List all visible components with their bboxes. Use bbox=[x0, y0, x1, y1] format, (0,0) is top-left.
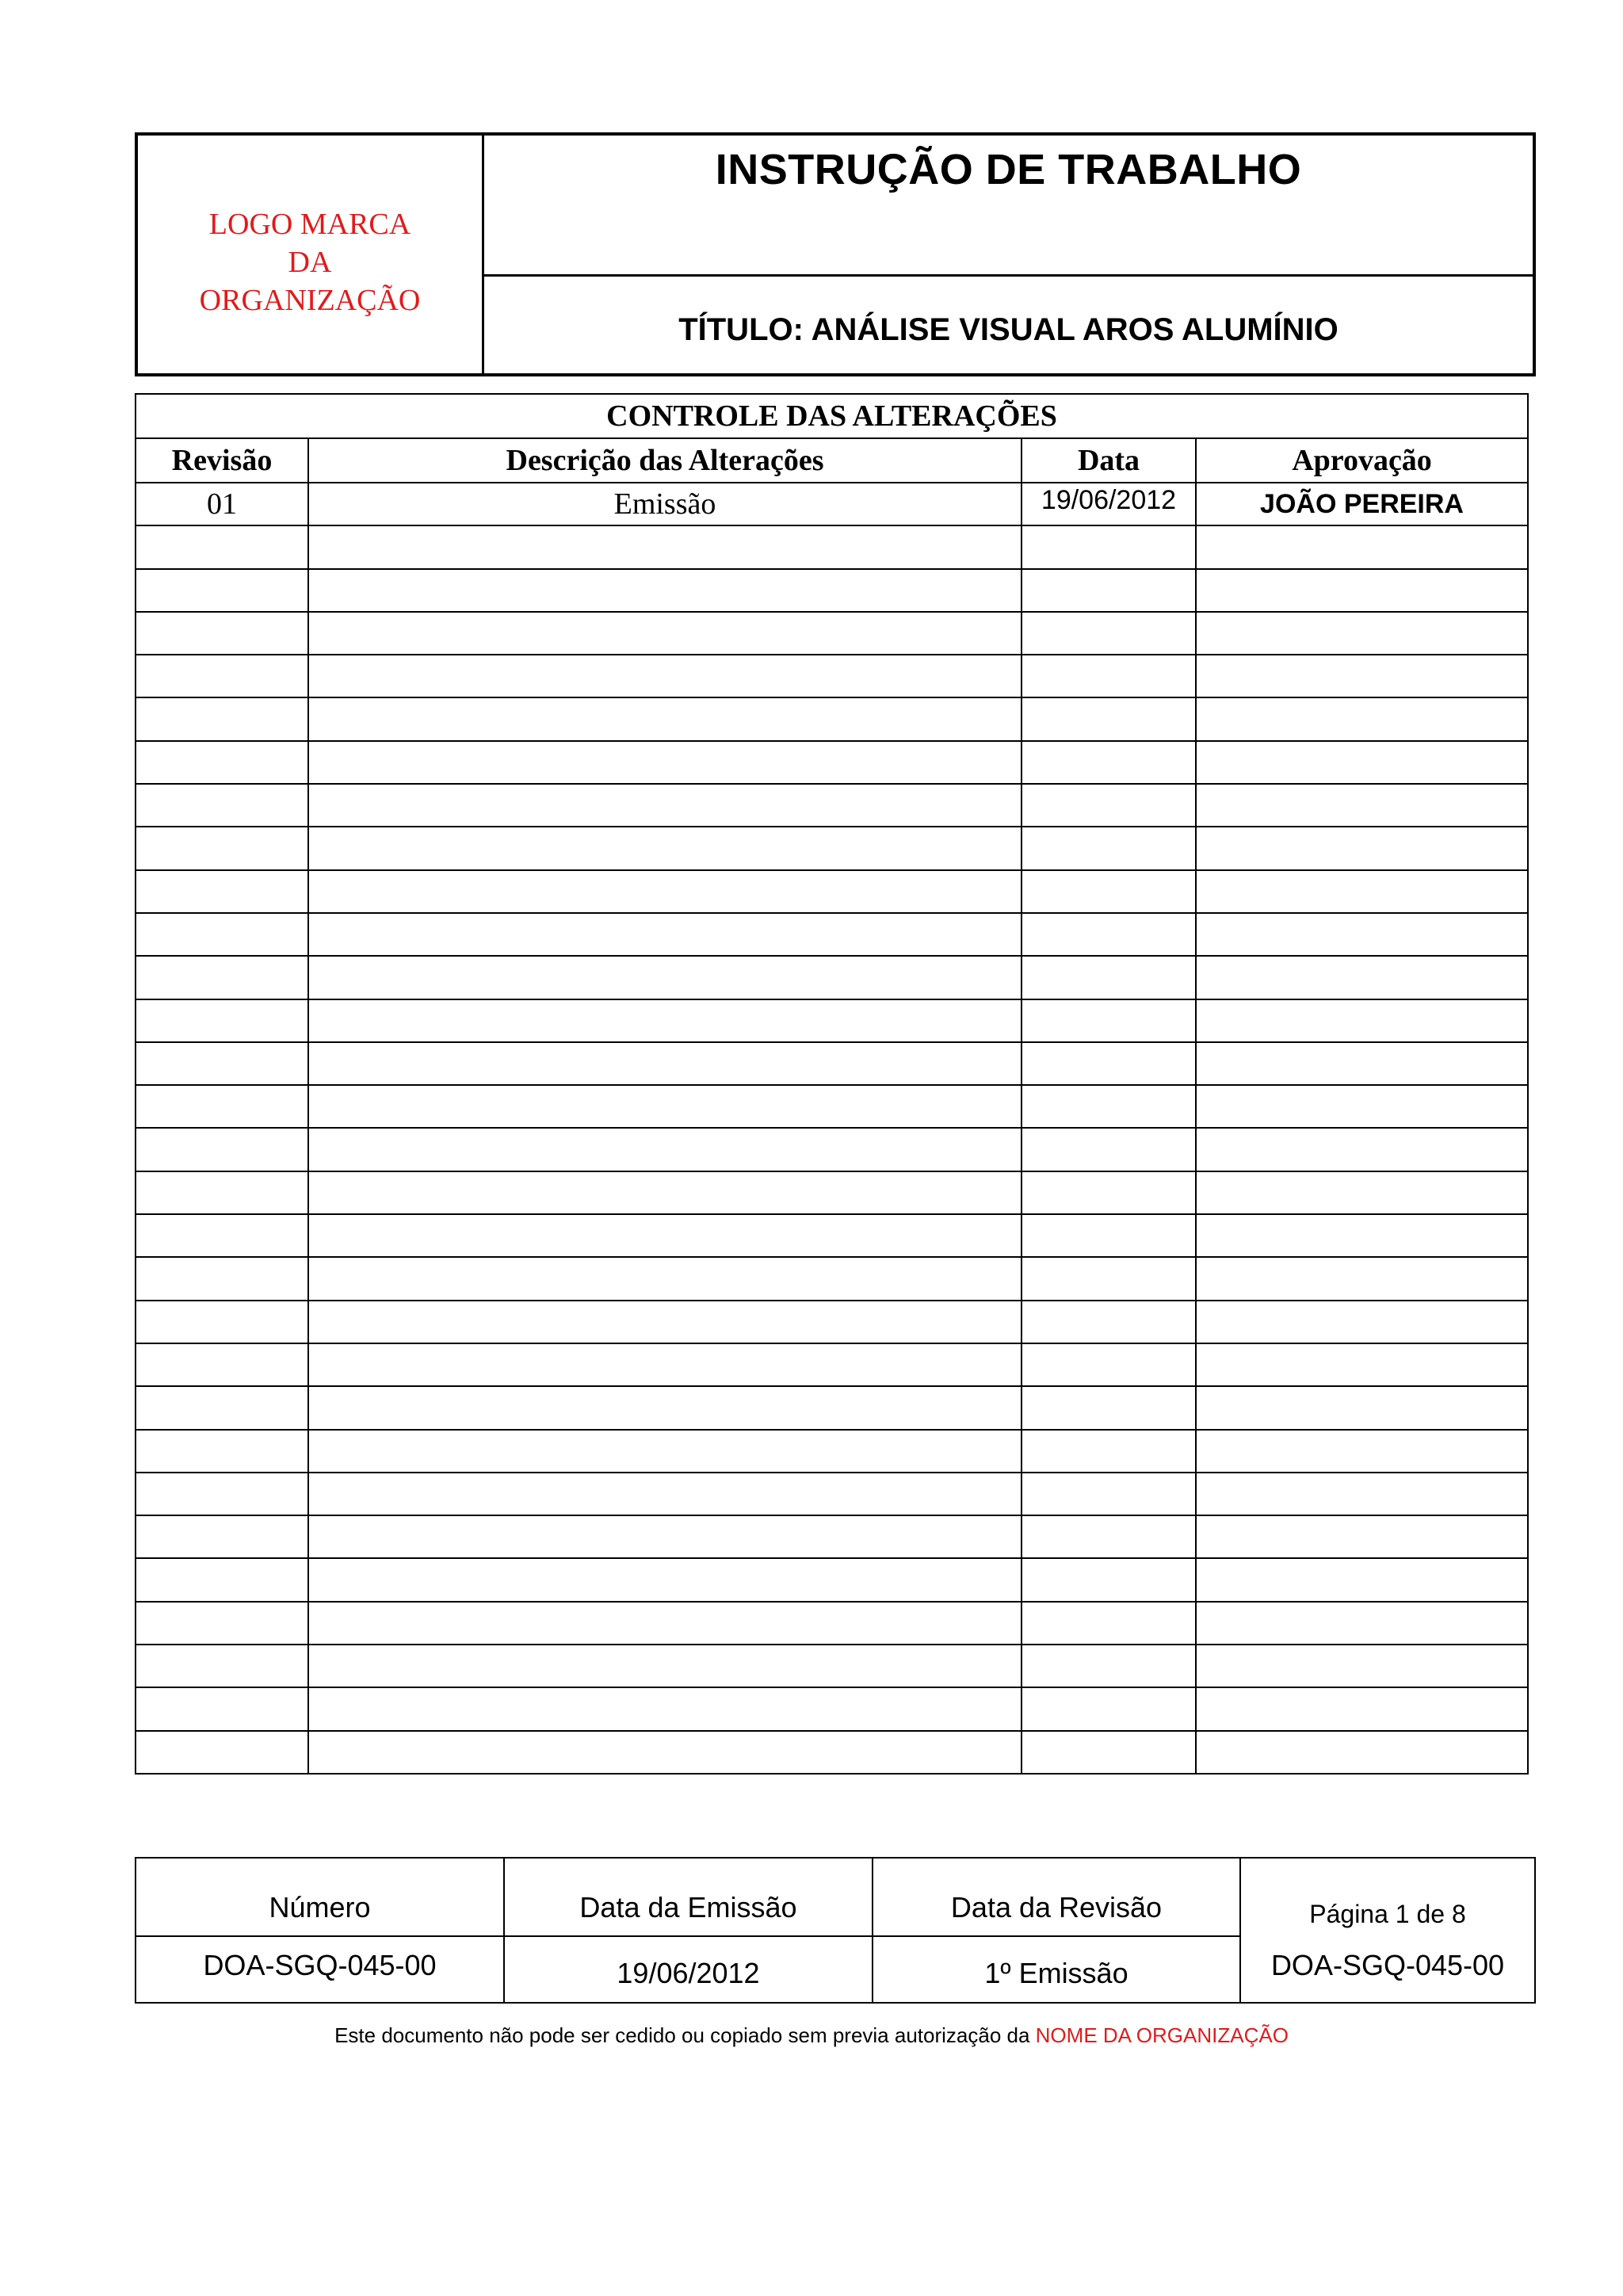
empty-cell bbox=[308, 1645, 1022, 1687]
empty-cell bbox=[136, 569, 308, 612]
empty-cell bbox=[1022, 612, 1196, 655]
empty-cell bbox=[308, 1128, 1022, 1171]
empty-cell bbox=[136, 741, 308, 784]
empty-cell bbox=[136, 1645, 308, 1687]
empty-cell bbox=[308, 1558, 1022, 1601]
revisao-label: Data da Revisão bbox=[950, 1890, 1163, 1924]
table-row-empty bbox=[136, 1602, 1528, 1645]
empty-cell bbox=[1022, 741, 1196, 784]
empty-cell bbox=[308, 525, 1022, 568]
empty-cell bbox=[1196, 1386, 1528, 1429]
empty-cell bbox=[1022, 1687, 1196, 1730]
empty-cell bbox=[1022, 1301, 1196, 1343]
empty-cell bbox=[1196, 1128, 1528, 1171]
empty-cell bbox=[1196, 1687, 1528, 1730]
empty-cell bbox=[1022, 1214, 1196, 1257]
empty-cell bbox=[136, 1085, 308, 1128]
empty-cell bbox=[308, 612, 1022, 655]
table-row-empty bbox=[136, 1687, 1528, 1730]
empty-cell bbox=[136, 1257, 308, 1300]
empty-cell bbox=[136, 1430, 308, 1473]
table-row-empty bbox=[136, 1257, 1528, 1300]
empty-cell bbox=[1196, 1430, 1528, 1473]
table-row-empty bbox=[136, 913, 1528, 956]
empty-cell bbox=[136, 1042, 308, 1085]
table-caption: CONTROLE DAS ALTERAÇÕES bbox=[136, 394, 1528, 438]
empty-cell bbox=[136, 913, 308, 956]
empty-cell bbox=[136, 1301, 308, 1343]
empty-cell bbox=[1196, 827, 1528, 869]
empty-cell bbox=[1022, 956, 1196, 999]
cell-data: 19/06/2012 bbox=[1022, 483, 1196, 525]
column-header-data: Data bbox=[1022, 438, 1196, 483]
empty-cell bbox=[136, 1386, 308, 1429]
empty-cell bbox=[1022, 1473, 1196, 1515]
empty-cell bbox=[1196, 697, 1528, 740]
empty-cell bbox=[1196, 956, 1528, 999]
table-row-empty bbox=[136, 697, 1528, 740]
empty-cell bbox=[308, 1731, 1022, 1774]
empty-cell bbox=[308, 1171, 1022, 1214]
empty-cell bbox=[136, 1515, 308, 1558]
empty-cell bbox=[1196, 525, 1528, 568]
table-row-empty bbox=[136, 655, 1528, 697]
empty-cell bbox=[1022, 784, 1196, 827]
empty-cell bbox=[1196, 784, 1528, 827]
empty-cell bbox=[1022, 1085, 1196, 1128]
empty-cell bbox=[1022, 1257, 1196, 1300]
cell-descricao: Emissão bbox=[308, 483, 1022, 525]
empty-cell bbox=[1022, 1515, 1196, 1558]
empty-cell bbox=[308, 827, 1022, 869]
empty-cell bbox=[1196, 1042, 1528, 1085]
empty-cell bbox=[1022, 1731, 1196, 1774]
empty-cell bbox=[136, 1343, 308, 1386]
empty-cell bbox=[308, 655, 1022, 697]
table-row-empty bbox=[136, 1085, 1528, 1128]
table-row-empty bbox=[136, 1515, 1528, 1558]
column-header-revisao: Revisão bbox=[136, 438, 308, 483]
table-row-empty bbox=[136, 1473, 1528, 1515]
document-footer-table bbox=[135, 1857, 1536, 2004]
empty-cell bbox=[1022, 913, 1196, 956]
empty-cell bbox=[136, 956, 308, 999]
document-header bbox=[135, 132, 1536, 376]
table-row-empty bbox=[136, 1128, 1528, 1171]
empty-cell bbox=[1022, 1558, 1196, 1601]
notice-organization: NOME DA ORGANIZAÇÃO bbox=[1035, 2023, 1289, 2047]
empty-cell bbox=[308, 1042, 1022, 1085]
table-row-empty bbox=[136, 1386, 1528, 1429]
table-row-empty bbox=[136, 569, 1528, 612]
empty-cell bbox=[1196, 1257, 1528, 1300]
table-row-empty bbox=[136, 999, 1528, 1042]
table-row-empty bbox=[136, 1343, 1528, 1386]
empty-cell bbox=[1022, 1602, 1196, 1645]
empty-cell bbox=[136, 1602, 308, 1645]
empty-cell bbox=[1196, 569, 1528, 612]
empty-cell bbox=[1022, 525, 1196, 568]
empty-cell bbox=[136, 1473, 308, 1515]
empty-cell bbox=[308, 1301, 1022, 1343]
empty-cell bbox=[136, 1171, 308, 1214]
table-row-empty bbox=[136, 612, 1528, 655]
empty-cell bbox=[1196, 1558, 1528, 1601]
empty-cell bbox=[1022, 569, 1196, 612]
empty-cell bbox=[1022, 999, 1196, 1042]
empty-cell bbox=[308, 956, 1022, 999]
empty-cell bbox=[136, 1687, 308, 1730]
empty-cell bbox=[1022, 1386, 1196, 1429]
empty-cell bbox=[1196, 1301, 1528, 1343]
table-row bbox=[136, 483, 1528, 525]
empty-cell bbox=[1022, 1128, 1196, 1171]
table-row-empty bbox=[136, 956, 1528, 999]
revision-control-table bbox=[135, 393, 1529, 1775]
empty-cell bbox=[1196, 1343, 1528, 1386]
empty-cell bbox=[1196, 870, 1528, 913]
empty-cell bbox=[308, 1602, 1022, 1645]
table-row-empty bbox=[136, 525, 1528, 568]
table-row-empty bbox=[136, 1731, 1528, 1774]
empty-cell bbox=[136, 784, 308, 827]
empty-cell bbox=[308, 1343, 1022, 1386]
table-row-empty bbox=[136, 870, 1528, 913]
table-row-empty bbox=[136, 784, 1528, 827]
table-row-empty bbox=[136, 1042, 1528, 1085]
empty-cell bbox=[1022, 697, 1196, 740]
empty-cell bbox=[136, 1731, 308, 1774]
empty-cell bbox=[1196, 1731, 1528, 1774]
doc-type: INSTRUÇÃO DE TRABALHO bbox=[715, 146, 1302, 193]
empty-cell bbox=[1022, 1645, 1196, 1687]
empty-cell bbox=[308, 1085, 1022, 1128]
empty-cell bbox=[1022, 655, 1196, 697]
empty-cell bbox=[1196, 1214, 1528, 1257]
empty-cell bbox=[1196, 913, 1528, 956]
empty-cell bbox=[136, 612, 308, 655]
empty-cell bbox=[308, 1257, 1022, 1300]
empty-cell bbox=[1022, 1042, 1196, 1085]
table-row-empty bbox=[136, 1430, 1528, 1473]
empty-cell bbox=[1022, 1171, 1196, 1214]
logo-placeholder bbox=[138, 136, 484, 373]
empty-cell bbox=[308, 569, 1022, 612]
empty-cell bbox=[308, 999, 1022, 1042]
empty-cell bbox=[1196, 1515, 1528, 1558]
empty-cell bbox=[1196, 655, 1528, 697]
empty-cell bbox=[308, 1386, 1022, 1429]
empty-cell bbox=[308, 784, 1022, 827]
empty-cell bbox=[1022, 1430, 1196, 1473]
column-header-descricao: Descrição das Alterações bbox=[308, 438, 1022, 483]
empty-cell bbox=[136, 827, 308, 869]
numero-label: Número bbox=[269, 1890, 371, 1924]
empty-cell bbox=[1196, 1171, 1528, 1214]
empty-cell bbox=[1196, 1473, 1528, 1515]
empty-cell bbox=[308, 1214, 1022, 1257]
empty-cell bbox=[1196, 741, 1528, 784]
empty-cell bbox=[1196, 1602, 1528, 1645]
empty-cell bbox=[308, 741, 1022, 784]
empty-cell bbox=[1196, 999, 1528, 1042]
copyright-notice bbox=[0, 2023, 1623, 2048]
empty-cell bbox=[136, 870, 308, 913]
doc-title: TÍTULO: ANÁLISE VISUAL AROS ALUMÍNIO bbox=[678, 311, 1338, 347]
logo-text: LOGO MARCA DA ORGANIZAÇÃO bbox=[199, 208, 421, 317]
doc-type-cell bbox=[484, 136, 1533, 277]
empty-cell bbox=[308, 697, 1022, 740]
empty-cell bbox=[136, 525, 308, 568]
table-row-empty bbox=[136, 1171, 1528, 1214]
empty-cell bbox=[136, 1558, 308, 1601]
empty-cell bbox=[308, 870, 1022, 913]
empty-cell bbox=[1196, 612, 1528, 655]
empty-cell bbox=[308, 1473, 1022, 1515]
empty-cell bbox=[136, 999, 308, 1042]
empty-cell bbox=[1196, 1085, 1528, 1128]
empty-cell bbox=[308, 1430, 1022, 1473]
title-cell bbox=[484, 277, 1533, 373]
table-row-empty bbox=[136, 1558, 1528, 1601]
table-row-empty bbox=[136, 1645, 1528, 1687]
table-row-empty bbox=[136, 741, 1528, 784]
page-number: Página 1 de 8 bbox=[1309, 1899, 1466, 1928]
empty-cell bbox=[1022, 870, 1196, 913]
emissao-label: Data da Emissão bbox=[579, 1890, 797, 1924]
emissao-value: 19/06/2012 bbox=[617, 1957, 760, 1989]
empty-cell bbox=[136, 1128, 308, 1171]
column-header-aprovacao: Aprovação bbox=[1196, 438, 1528, 483]
table-row-empty bbox=[136, 827, 1528, 869]
table-row-empty bbox=[136, 1214, 1528, 1257]
empty-cell bbox=[136, 697, 308, 740]
empty-cell bbox=[308, 1687, 1022, 1730]
numero-value: DOA-SGQ-045-00 bbox=[203, 1949, 437, 1981]
empty-cell bbox=[1022, 827, 1196, 869]
empty-cell bbox=[308, 913, 1022, 956]
empty-cell bbox=[1022, 1343, 1196, 1386]
page-doc-code: DOA-SGQ-045-00 bbox=[1270, 1949, 1505, 1981]
table-row-empty bbox=[136, 1301, 1528, 1343]
empty-cell bbox=[1196, 1645, 1528, 1687]
empty-cell bbox=[136, 655, 308, 697]
cell-revisao: 01 bbox=[136, 483, 308, 525]
cell-aprovacao: JOÃO PEREIRA bbox=[1196, 483, 1528, 525]
empty-cell bbox=[308, 1515, 1022, 1558]
revisao-value: 1º Emissão bbox=[984, 1957, 1128, 1989]
notice-text: Este documento não pode ser cedido ou copiado sem previa autorização da bbox=[334, 2023, 1036, 2047]
empty-cell bbox=[136, 1214, 308, 1257]
